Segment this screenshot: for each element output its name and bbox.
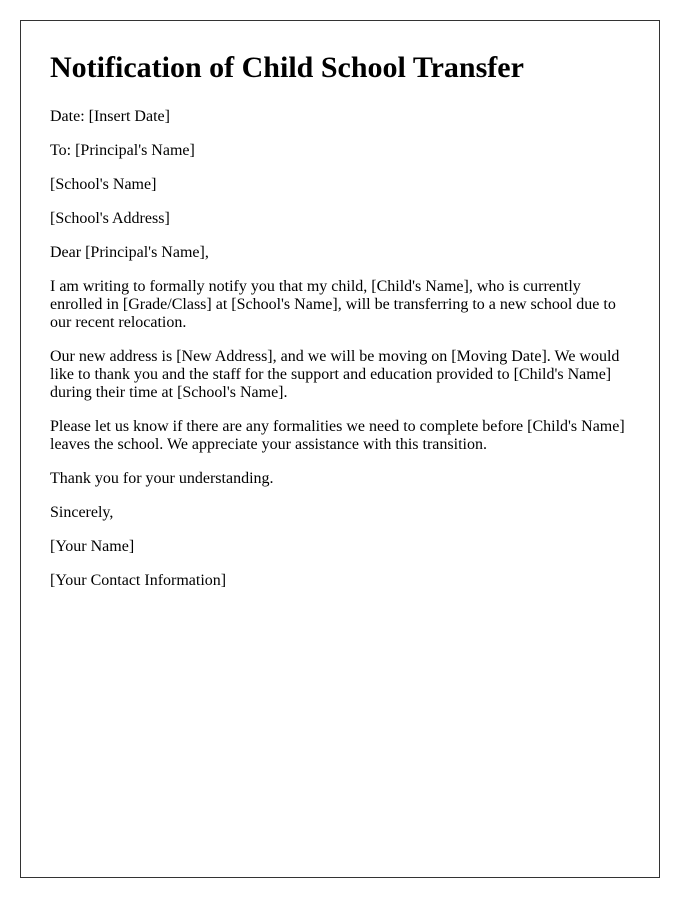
school-name-line: [School's Name] xyxy=(50,176,157,193)
paragraph-2-line: like to thank you and the staff for the support and education provided to [Child's Name] xyxy=(50,366,612,383)
salutation: Dear [Principal's Name], xyxy=(50,244,209,261)
school-address-line: [School's Address] xyxy=(50,210,170,227)
paragraph-2-line: during their time at [School's Name]. xyxy=(50,384,288,401)
recipient-line: To: [Principal's Name] xyxy=(50,142,195,159)
signature-name: [Your Name] xyxy=(50,538,135,555)
thanks-line: Thank you for your understanding. xyxy=(50,470,274,487)
letter-page xyxy=(20,20,660,878)
paragraph-3-line: Please let us know if there are any formalities we need to complete before [Child's Name] xyxy=(50,418,625,435)
paragraph-1-line: our recent relocation. xyxy=(50,314,187,331)
closing-line: Sincerely, xyxy=(50,504,114,521)
date-line: Date: [Insert Date] xyxy=(50,108,170,125)
paragraph-1-line: I am writing to formally notify you that my child, [Child's Name], who is currently xyxy=(50,278,581,295)
contact-information: [Your Contact Information] xyxy=(50,572,227,589)
paragraph-3-line: leaves the school. We appreciate your assistance with this transition. xyxy=(50,436,487,453)
letter-title: Notification of Child School Transfer xyxy=(50,51,524,84)
paragraph-1-line: enrolled in [Grade/Class] at [School's Name], will be transferring to a new school due to xyxy=(50,296,616,313)
paragraph-2-line: Our new address is [New Address], and we will be moving on [Moving Date]. We would xyxy=(50,348,620,365)
